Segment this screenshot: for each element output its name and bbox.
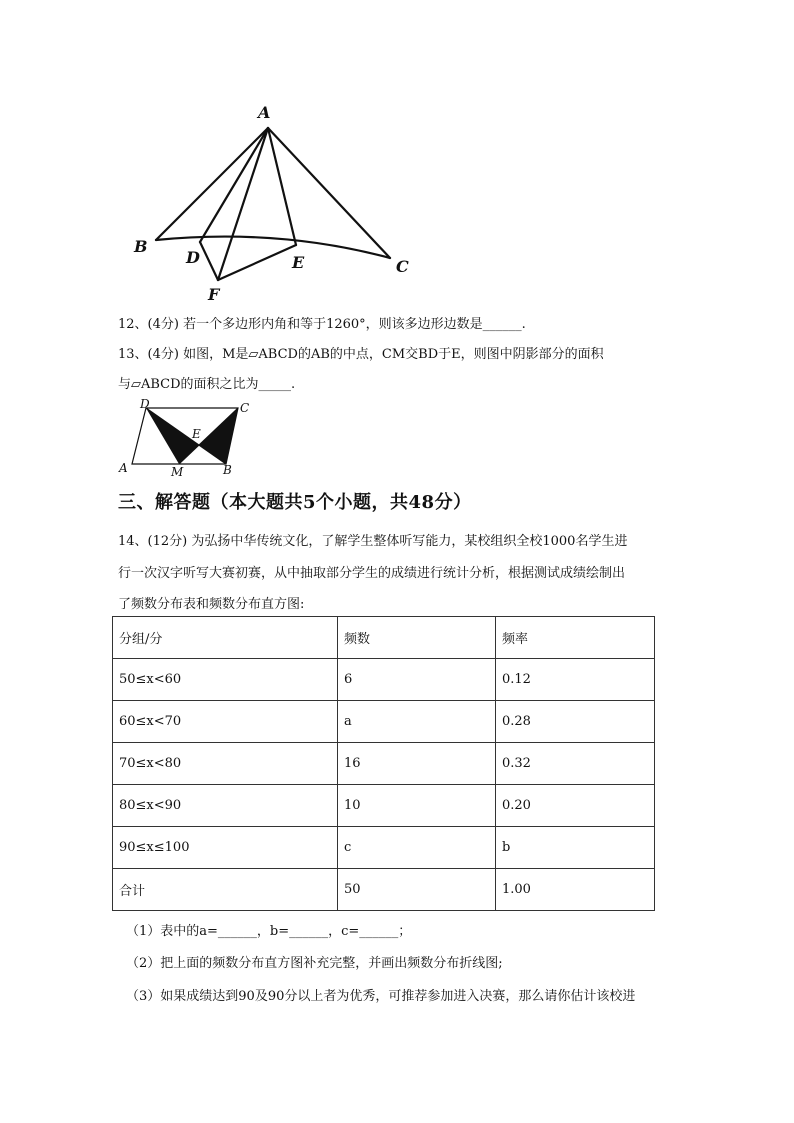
label-a: A xyxy=(119,461,128,475)
header-cell: 频率 xyxy=(496,617,655,659)
table-cell: 80≤x<90 xyxy=(113,785,338,827)
header-cell: 分组/分 xyxy=(113,617,338,659)
label-m: M xyxy=(171,465,184,479)
question-14-line2: 行一次汉字听写大赛初赛，从中抽取部分学生的成绩进行统计分析，根据测试成绩绘制出 xyxy=(118,566,626,581)
table-cell: 0.12 xyxy=(496,659,655,701)
table-cell: 70≤x<80 xyxy=(113,743,338,785)
table-cell: 0.32 xyxy=(496,743,655,785)
table-row xyxy=(113,659,655,701)
question-12: 12、(4分) 若一个多边形内角和等于1260°，则该多边形边数是______. xyxy=(118,317,526,332)
label-b: B xyxy=(134,237,148,256)
label-e: E xyxy=(192,427,201,441)
table-cell: 60≤x<70 xyxy=(113,701,338,743)
section-heading: 三、解答题（本大题共5个小题，共48分） xyxy=(118,492,472,513)
table-row xyxy=(113,785,655,827)
header-cell: 频数 xyxy=(338,617,496,659)
table-cell: 1.00 xyxy=(496,869,655,911)
table-header-row xyxy=(113,617,655,659)
table-cell: 50≤x<60 xyxy=(113,659,338,701)
table-cell: 合计 xyxy=(113,869,338,911)
question-13-line1: 13、(4分) 如图，M是▱ABCD的AB的中点，CM交BD于E，则图中阴影部分的面积 xyxy=(118,347,604,362)
table-cell: a xyxy=(338,701,496,743)
label-b: B xyxy=(223,463,232,477)
label-e: E xyxy=(292,253,305,272)
table-cell: 0.28 xyxy=(496,701,655,743)
table-cell: 10 xyxy=(338,785,496,827)
table-cell: 50 xyxy=(338,869,496,911)
table-cell: 16 xyxy=(338,743,496,785)
frequency-table xyxy=(112,616,655,911)
label-c: C xyxy=(396,257,409,276)
label-d: D xyxy=(140,397,150,411)
label-a: A xyxy=(258,103,271,122)
table-row xyxy=(113,743,655,785)
table-row xyxy=(113,827,655,869)
label-c: C xyxy=(240,401,250,415)
table-cell: 6 xyxy=(338,659,496,701)
parallelogram-figure xyxy=(112,396,262,480)
table-row xyxy=(113,701,655,743)
label-d: D xyxy=(186,248,200,267)
label-f: F xyxy=(208,285,220,304)
question-13-line2: 与▱ABCD的面积之比为_____. xyxy=(118,377,296,392)
table-cell: b xyxy=(496,827,655,869)
question-14-line1: 14、(12分) 为弘扬中华传统文化，了解学生整体听写能力，某校组织全校1000名学生进 xyxy=(118,534,628,549)
question-14-part1: （1）表中的a=______，b=______，c=______； xyxy=(126,924,412,939)
table-cell: 0.20 xyxy=(496,785,655,827)
question-14-line3: 了频数分布表和频数分布直方图: xyxy=(118,597,305,612)
question-14-part2: （2）把上面的频数分布直方图补充完整，并画出频数分布折线图; xyxy=(126,956,503,971)
table-row xyxy=(113,869,655,911)
table-cell: c xyxy=(338,827,496,869)
question-14-part3: （3）如果成绩达到90及90分以上者为优秀，可推荐参加进入决赛，那么请你估计该校进 xyxy=(126,989,636,1004)
triangle-figure xyxy=(128,100,428,305)
table-cell: 90≤x≤100 xyxy=(113,827,338,869)
